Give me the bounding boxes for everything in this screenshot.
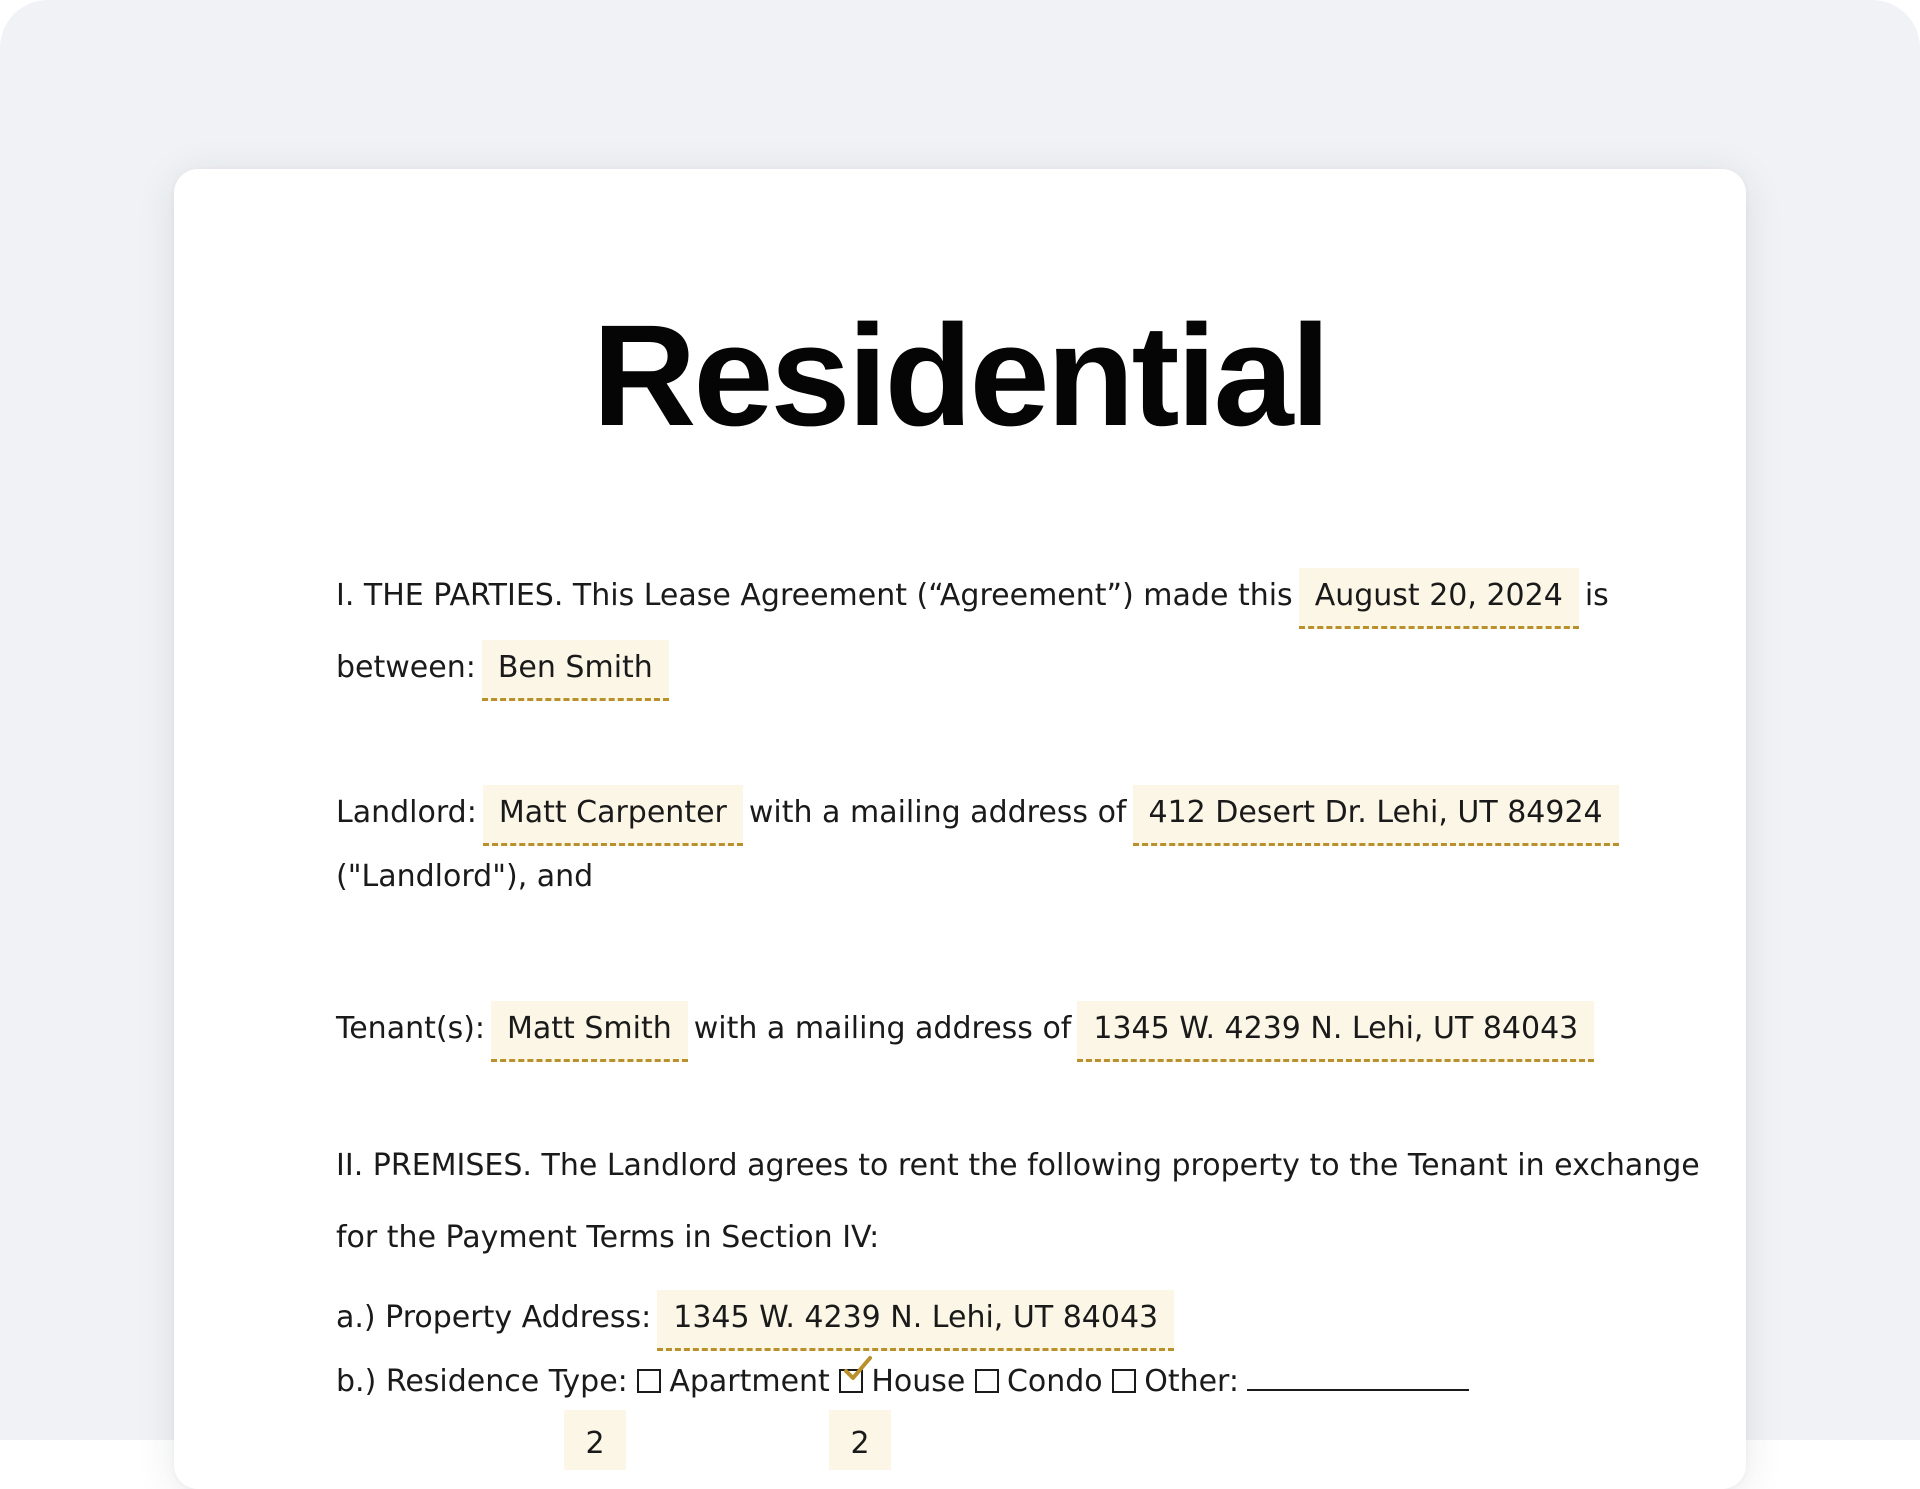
landlord-address-field[interactable]: 412 Desert Dr. Lehi, UT 84924 — [1133, 785, 1619, 846]
check-icon — [843, 1355, 873, 1385]
landlord-name-field[interactable]: Matt Carpenter — [483, 785, 743, 846]
parties-line — [336, 568, 1609, 629]
tenant-address-field[interactable]: 1345 W. 4239 N. Lehi, UT 84043 — [1077, 1001, 1594, 1062]
premises-text-1: II. PREMISES. The Landlord agrees to rent the following property to the Tenant in exchange — [336, 1148, 1700, 1183]
house-checkbox[interactable] — [839, 1369, 863, 1393]
partial-field-1[interactable] — [564, 1410, 626, 1470]
apartment-label: Apartment — [669, 1364, 830, 1399]
partial-field-2[interactable] — [829, 1410, 891, 1470]
partial-field-1-value: 2 — [585, 1426, 605, 1461]
document-title: Residential — [592, 295, 1328, 456]
between-label: between: — [336, 650, 476, 685]
property-address-label: a.) Property Address: — [336, 1300, 652, 1335]
landlord-suffix: ("Landlord"), and — [336, 859, 594, 894]
tenant-label: Tenant(s): — [336, 1011, 486, 1046]
property-address-field[interactable]: 1345 W. 4239 N. Lehi, UT 84043 — [657, 1290, 1174, 1351]
landlord-suffix-line — [336, 857, 593, 897]
house-label: House — [871, 1364, 966, 1399]
other-checkbox[interactable] — [1112, 1369, 1136, 1393]
other-blank-line[interactable] — [1247, 1363, 1469, 1391]
parties-heading: I. THE PARTIES. This Lease Agreement (“Agreement”) made this — [336, 578, 1293, 613]
condo-checkbox[interactable] — [975, 1369, 999, 1393]
premises-line-2 — [336, 1218, 879, 1258]
tenant-mailing-text: with a mailing address of — [693, 1011, 1072, 1046]
agreement-date-field[interactable]: August 20, 2024 — [1299, 568, 1579, 629]
premises-text-2: for the Payment Terms in Section IV: — [336, 1220, 880, 1255]
condo-label: Condo — [1006, 1364, 1103, 1399]
landlord-label: Landlord: — [336, 795, 477, 830]
between-line — [336, 640, 675, 701]
landlord-mailing-text: with a mailing address of — [748, 795, 1127, 830]
premises-line-1 — [336, 1146, 1700, 1186]
property-address-line — [336, 1290, 1180, 1351]
apartment-checkbox[interactable] — [637, 1369, 661, 1393]
is-text: is — [1584, 578, 1609, 613]
partial-field-2-value: 2 — [850, 1426, 870, 1461]
residence-type-line — [336, 1362, 1469, 1402]
between-party-field[interactable]: Ben Smith — [482, 640, 669, 701]
landlord-line — [336, 785, 1625, 846]
tenant-line — [336, 1001, 1600, 1062]
other-label: Other: — [1144, 1364, 1239, 1399]
tenant-name-field[interactable]: Matt Smith — [491, 1001, 688, 1062]
residence-type-label: b.) Residence Type: — [336, 1364, 628, 1399]
